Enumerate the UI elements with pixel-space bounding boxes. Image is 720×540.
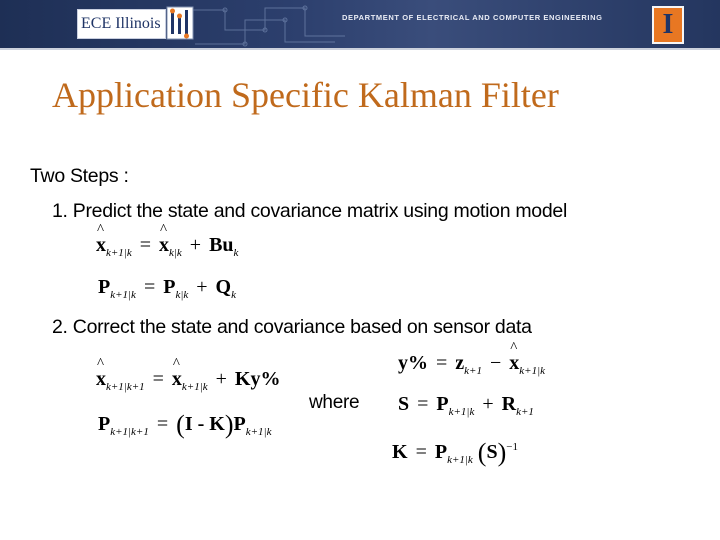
circuit-pattern-icon (185, 0, 345, 48)
ece-illinois-logo[interactable] (77, 9, 166, 39)
state-predict-equation: ^ $x_{k+1|k}$ = ^ $x_{k|k} + Bu_k$ (96, 234, 238, 259)
block-i-letter: I (662, 9, 674, 40)
logo-text: ECE Illinois (81, 15, 161, 32)
header-divider (0, 48, 720, 50)
illinois-block-i-logo[interactable] (652, 6, 684, 44)
where-label: where (309, 392, 360, 413)
covariance-update-equation: $P_{k+1|k+1} = (I - K)P_{k+1|k}$ (98, 410, 272, 439)
state-update-equation: ^ $x_{k+1|k+1}$ = ^ $x_{k+1|k} + Ky\%$ (96, 368, 280, 393)
innovation-covariance-equation: $S = P_{k+1|k} + R_{k+1}$ (398, 393, 534, 418)
chip-icon (166, 6, 194, 40)
slide-title: Application Specific Kalman Filter (52, 75, 559, 115)
covariance-predict-equation: $P_{k+1|k} = P_{k|k} + Q_k$ (98, 276, 236, 301)
department-name: DEPARTMENT OF ELECTRICAL AND COMPUTER ENGINEERING (342, 13, 603, 22)
step-1-text: 1. Predict the state and covariance matrix using motion model (52, 200, 567, 222)
kalman-gain-equation: $K = P_{k+1|k}$ $(S)^{-1}$ (392, 438, 518, 467)
innovation-equation: $y\% = z_{k+1}$ − ^ $x_{k+1|k}$ (398, 352, 545, 377)
intro-text: Two Steps : (30, 165, 129, 187)
step-2-text: 2. Correct the state and covariance based on sensor data (52, 316, 532, 338)
header-banner (0, 0, 720, 48)
